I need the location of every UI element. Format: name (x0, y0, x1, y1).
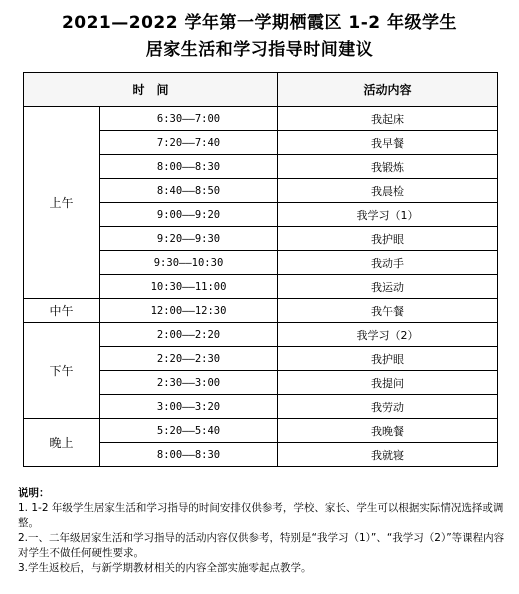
activity-cell: 我学习（2） (278, 323, 498, 347)
activity-cell: 我午餐 (278, 299, 498, 323)
time-cell: 10:30——11:00 (100, 275, 278, 299)
activity-cell: 我护眼 (278, 347, 498, 371)
schedule-body (24, 107, 498, 467)
activity-cell: 我锻炼 (278, 155, 498, 179)
period-label: 下午 (24, 323, 100, 419)
time-cell: 3:00——3:20 (100, 395, 278, 419)
time-cell: 7:20——7:40 (100, 131, 278, 155)
period-label: 晚上 (24, 419, 100, 467)
table-row (24, 323, 498, 347)
time-cell: 8:40——8:50 (100, 179, 278, 203)
activity-cell: 我运动 (278, 275, 498, 299)
time-cell: 8:00——8:30 (100, 155, 278, 179)
document-title-line-1: 2021—2022 学年第一学期栖霞区 1-2 年级学生 (61, 13, 458, 33)
time-cell: 9:00——9:20 (100, 203, 278, 227)
schedule-table (23, 72, 498, 467)
note-item-1: 1. 1-2 年级学生居家生活和学习指导的时间安排仅供参考，学校、家长、学生可以根据实际情况选择或调整。 (18, 502, 504, 529)
time-cell: 8:00——8:30 (100, 443, 278, 467)
header-activity: 活动内容 (278, 73, 498, 107)
document-title-line-2: 居家生活和学习指导时间建议 (145, 40, 374, 60)
time-cell: 2:00——2:20 (100, 323, 278, 347)
time-cell: 6:30——7:00 (100, 107, 278, 131)
activity-cell: 我学习（1） (278, 203, 498, 227)
activity-cell: 我起床 (278, 107, 498, 131)
period-label: 上午 (24, 107, 100, 299)
notes-section (18, 486, 508, 576)
period-label: 中午 (24, 299, 100, 323)
activity-cell: 我就寝 (278, 443, 498, 467)
activity-cell: 我护眼 (278, 227, 498, 251)
table-row (24, 299, 498, 323)
activity-cell: 我动手 (278, 251, 498, 275)
table-row (24, 107, 498, 131)
header-time: 时 间 (24, 73, 278, 107)
activity-cell: 我晚餐 (278, 419, 498, 443)
time-cell: 2:20——2:30 (100, 347, 278, 371)
note-item-2: 2.一、二年级居家生活和学习指导的活动内容仅供参考，特别是“我学习（1）”、“我学习（2）”等课程内容对学生不做任何硬性要求。 (18, 532, 505, 559)
time-cell: 9:20——9:30 (100, 227, 278, 251)
time-cell: 9:30——10:30 (100, 251, 278, 275)
activity-cell: 我早餐 (278, 131, 498, 155)
notes-heading: 说明： (18, 487, 50, 499)
note-item-3: 3.学生返校后，与新学期教材相关的内容全部实施零起点教学。 (18, 562, 312, 574)
table-header-row (24, 73, 498, 107)
activity-cell: 我劳动 (278, 395, 498, 419)
time-cell: 12:00——12:30 (100, 299, 278, 323)
time-cell: 5:20——5:40 (100, 419, 278, 443)
table-row (24, 419, 498, 443)
time-cell: 2:30——3:00 (100, 371, 278, 395)
activity-cell: 我提问 (278, 371, 498, 395)
activity-cell: 我晨检 (278, 179, 498, 203)
